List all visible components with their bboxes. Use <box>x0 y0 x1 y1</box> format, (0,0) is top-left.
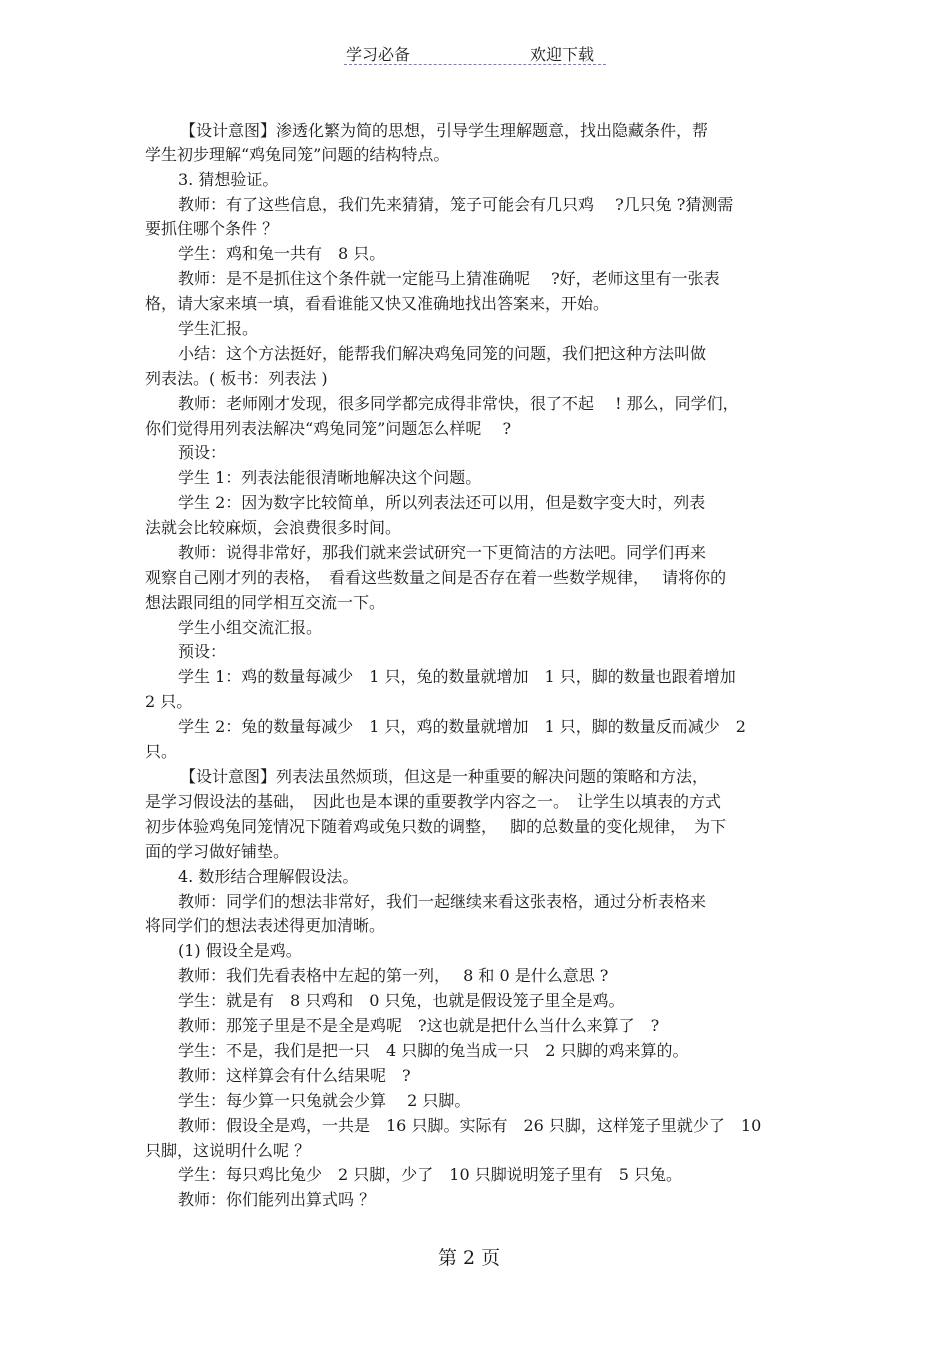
text-line: 教师：你们能列出算式吗 ？ <box>178 1190 376 1209</box>
text-line: 预设： <box>178 443 227 462</box>
text-line: 教师：我们先看表格中左起的第一列， 8 和 0 是什么意思 ? <box>178 966 609 985</box>
text-line: 小结：这个方法挺好，能帮我们解决鸡兔同笼的问题，我们把这种方法叫做 <box>178 344 707 363</box>
text-line: 列表法。( 板书：列表法 ) <box>145 369 328 388</box>
text-line: 教师：这样算会有什么结果呢 ? <box>178 1066 411 1085</box>
text-line: 2 只。 <box>145 692 193 711</box>
text-line: 学生 1：列表法能很清晰地解决这个问题。 <box>178 468 482 487</box>
text-line: 只。 <box>145 742 178 761</box>
text-line: 教师：假设全是鸡，一共是 16 只脚。实际有 26 只脚，这样笼子里就少了 10 <box>178 1116 762 1135</box>
text-line: 教师：老师刚才发现，很多同学都完成得非常快，很了不起 ! 那么，同学们， <box>178 394 739 413</box>
text-line: 教师：同学们的想法非常好，我们一起继续来看这张表格，通过分析表格来 <box>178 892 707 911</box>
text-line: 将同学们的想法表述得更加清晰。 <box>145 916 386 935</box>
text-line: 预设： <box>178 642 227 661</box>
text-line: 要抓住哪个条件 ？ <box>145 219 279 238</box>
text-line: 只脚，这说明什么呢 ？ <box>145 1141 311 1160</box>
header-right-text: 欢迎下载 <box>530 45 595 64</box>
text-line: 格，请大家来填一填，看看谁能又快又准确地找出答案来，开始。 <box>145 294 610 313</box>
text-line: 学生：鸡和兔一共有 8 只。 <box>178 244 386 263</box>
text-line: 教师：有了这些信息，我们先来猜猜，笼子可能会有几只鸡 ?几只兔 ?猜测需 <box>178 195 734 214</box>
page-header <box>344 40 606 65</box>
text-line: 【设计意图】渗透化繁为简的思想，引导学生理解题意，找出隐藏条件，帮 <box>180 121 709 140</box>
header-left-text: 学习必备 <box>346 45 411 64</box>
text-line: 初步体验鸡兔同笼情况下随着鸡或兔只数的调整， 脚的总数量的变化规律， 为下 <box>145 817 727 836</box>
text-line: 学生汇报。 <box>178 319 259 338</box>
text-line: 【设计意图】列表法虽然烦琐，但这是一种重要的解决问题的策略和方法， <box>180 767 709 786</box>
text-line: 学生初步理解“鸡兔同笼”问题的结构特点。 <box>145 145 450 164</box>
text-line: 教师：那笼子里是不是全是鸡呢 ?这也就是把什么当什么来算了 ? <box>178 1016 660 1035</box>
text-line: 学生：不是，我们是把一只 4 只脚的兔当成一只 2 只脚的鸡来算的。 <box>178 1041 689 1060</box>
text-line: 法就会比较麻烦，会浪费很多时间。 <box>145 518 402 537</box>
text-line: 学生小组交流汇报。 <box>178 618 323 637</box>
text-line: 学生 1：鸡的数量每减少 1 只，兔的数量就增加 1 只，脚的数量也跟着增加 <box>178 667 736 686</box>
text-line: 3. 猜想验证。 <box>178 170 279 189</box>
text-line: 想法跟同组的同学相互交流一下。 <box>145 593 386 612</box>
text-line: 教师：说得非常好，那我们就来尝试研究一下更简洁的方法吧。同学们再来 <box>178 543 707 562</box>
text-line: 是学习假设法的基础， 因此也是本课的重要教学内容之一。 让学生以填表的方式 <box>145 792 722 811</box>
text-line: 你们觉得用列表法解决“鸡兔同笼”问题怎么样呢 ? <box>145 419 512 438</box>
text-line: (1) 假设全是鸡。 <box>178 941 302 960</box>
page-number: 第 2 页 <box>438 1247 501 1269</box>
text-line: 学生：就是有 8 只鸡和 0 只兔，也就是假设笼子里全是鸡。 <box>178 991 625 1010</box>
text-line: 学生：每少算一只兔就会少算 2 只脚。 <box>178 1091 471 1110</box>
text-line: 教师：是不是抓住这个条件就一定能马上猜准确呢 ?好，老师这里有一张表 <box>178 269 720 288</box>
text-line: 面的学习做好铺垫。 <box>145 842 290 861</box>
text-line: 观察自己刚才列的表格， 看看这些数量之间是否存在着一些数学规律， 请将你的 <box>145 568 727 587</box>
text-line: 4. 数形结合理解假设法。 <box>178 867 359 886</box>
text-line: 学生 2：因为数字比较简单，所以列表法还可以用，但是数字变大时，列表 <box>178 493 706 512</box>
text-line: 学生 2：兔的数量每减少 1 只，鸡的数量就增加 1 只，脚的数量反而减少 2 <box>178 717 746 736</box>
text-line: 学生：每只鸡比兔少 2 只脚，少了 10 只脚说明笼子里有 5 只兔。 <box>178 1165 682 1184</box>
